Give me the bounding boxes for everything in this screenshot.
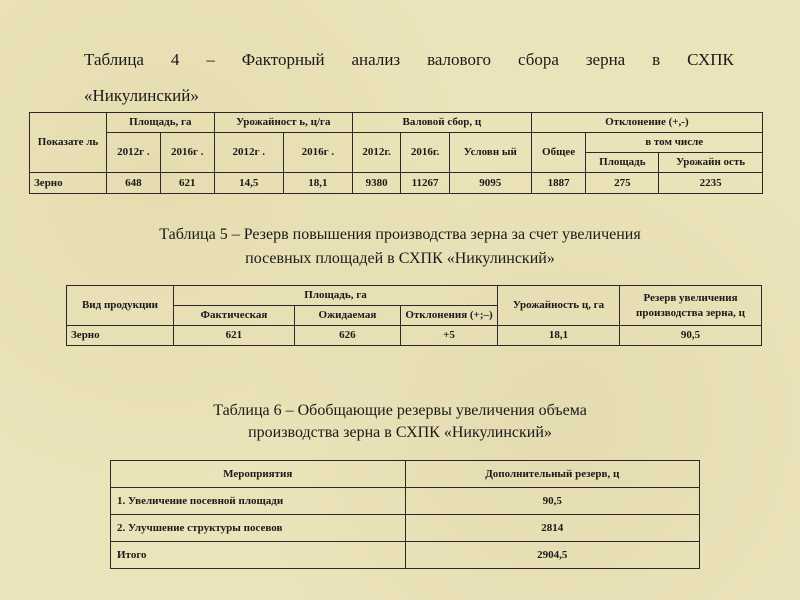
caption-word: Факторный	[241, 50, 325, 69]
caption-word: –	[206, 50, 215, 69]
header-area: Площадь, га	[174, 286, 498, 306]
row-label: Итого	[111, 542, 406, 569]
table-cell: 621	[160, 173, 214, 194]
table-cell: +5	[401, 326, 498, 346]
header-dev-yield: Урожайн ость	[659, 153, 763, 173]
table-cell: 2904,5	[405, 542, 700, 569]
table-cell: 2235	[659, 173, 763, 194]
table-row	[111, 542, 700, 569]
table-cell: 275	[586, 173, 659, 194]
caption-word: зерна	[585, 50, 626, 69]
header-including: в том числе	[586, 133, 763, 153]
header-gross-conditional: Условн ый	[449, 133, 531, 173]
header-measures: Мероприятия	[111, 461, 406, 488]
table6-caption-line2: производства зерна в СХПК «Никулинский»	[248, 424, 552, 441]
table-cell: 1887	[531, 173, 586, 194]
header-gross-2012: 2012г.	[352, 133, 400, 173]
header-dev-area: Площадь	[586, 153, 659, 173]
row-label: Зерно	[67, 326, 174, 346]
header-gross-2016: 2016г.	[401, 133, 449, 173]
caption-word: валового	[427, 50, 492, 69]
table-row	[111, 515, 700, 542]
header-dev-total: Общее	[531, 133, 586, 173]
table5-caption-line2: посевных площадей в СХПК «Никулинский»	[245, 250, 555, 267]
header-deviation: Отклонение (+,-)	[531, 113, 762, 133]
header-area-2012: 2012г .	[107, 133, 161, 173]
table-row	[67, 326, 762, 346]
header-yield: Урожайност ь, ц/га	[214, 113, 352, 133]
table-cell: 11267	[401, 173, 449, 194]
table-row	[30, 173, 763, 194]
table-row	[111, 488, 700, 515]
table-cell: 2814	[405, 515, 700, 542]
table-cell: 90,5	[620, 326, 762, 346]
table6-caption	[0, 400, 800, 444]
table4-caption-line2: «Никулинский»	[84, 86, 199, 105]
factor-analysis-table	[29, 112, 763, 194]
area-reserve-table	[66, 285, 762, 346]
table4-caption	[84, 42, 734, 114]
table6-caption-line1: Таблица 6 – Обобщающие резервы увеличения объема	[213, 402, 587, 419]
header-area: Площадь, га	[107, 113, 215, 133]
table-cell: 18,1	[283, 173, 352, 194]
row-label: Зерно	[30, 173, 107, 194]
table5-caption-line1: Таблица 5 – Резерв повышения производства зерна за счет увеличения	[159, 226, 641, 243]
table4-caption-line1	[84, 42, 734, 78]
table-cell: 90,5	[405, 488, 700, 515]
header-gross: Валовой сбор, ц	[352, 113, 531, 133]
header-reserve: Резерв увеличения производства зерна, ц	[620, 286, 762, 326]
header-expected: Ожидаемая	[294, 306, 400, 326]
table-cell: 621	[174, 326, 295, 346]
header-area-2016: 2016г .	[160, 133, 214, 173]
caption-word: 4	[170, 50, 180, 69]
row-label: 2. Улучшение структуры посевов	[111, 515, 406, 542]
caption-word: Таблица	[84, 50, 144, 69]
caption-word: сбора	[517, 50, 559, 69]
header-yield-2016: 2016г .	[283, 133, 352, 173]
header-deviation: Отклонения (+;–)	[401, 306, 498, 326]
row-label: 1. Увеличение посевной площади	[111, 488, 406, 515]
table-cell: 14,5	[214, 173, 283, 194]
caption-word: в	[652, 50, 661, 69]
header-product: Вид продукции	[67, 286, 174, 326]
header-indicator: Показате ль	[30, 113, 107, 173]
table-cell: 9095	[449, 173, 531, 194]
table-cell: 9380	[352, 173, 400, 194]
summary-reserves-table	[110, 460, 700, 569]
header-yield: Урожайность ц, га	[498, 286, 620, 326]
caption-word: анализ	[351, 50, 401, 69]
table-cell: 626	[294, 326, 400, 346]
header-yield-2012: 2012г .	[214, 133, 283, 173]
table-cell: 18,1	[498, 326, 620, 346]
header-reserve: Дополнительный резерв, ц	[405, 461, 700, 488]
caption-word: СХПК	[687, 50, 734, 69]
table-cell: 648	[107, 173, 161, 194]
header-actual: Фактическая	[174, 306, 295, 326]
